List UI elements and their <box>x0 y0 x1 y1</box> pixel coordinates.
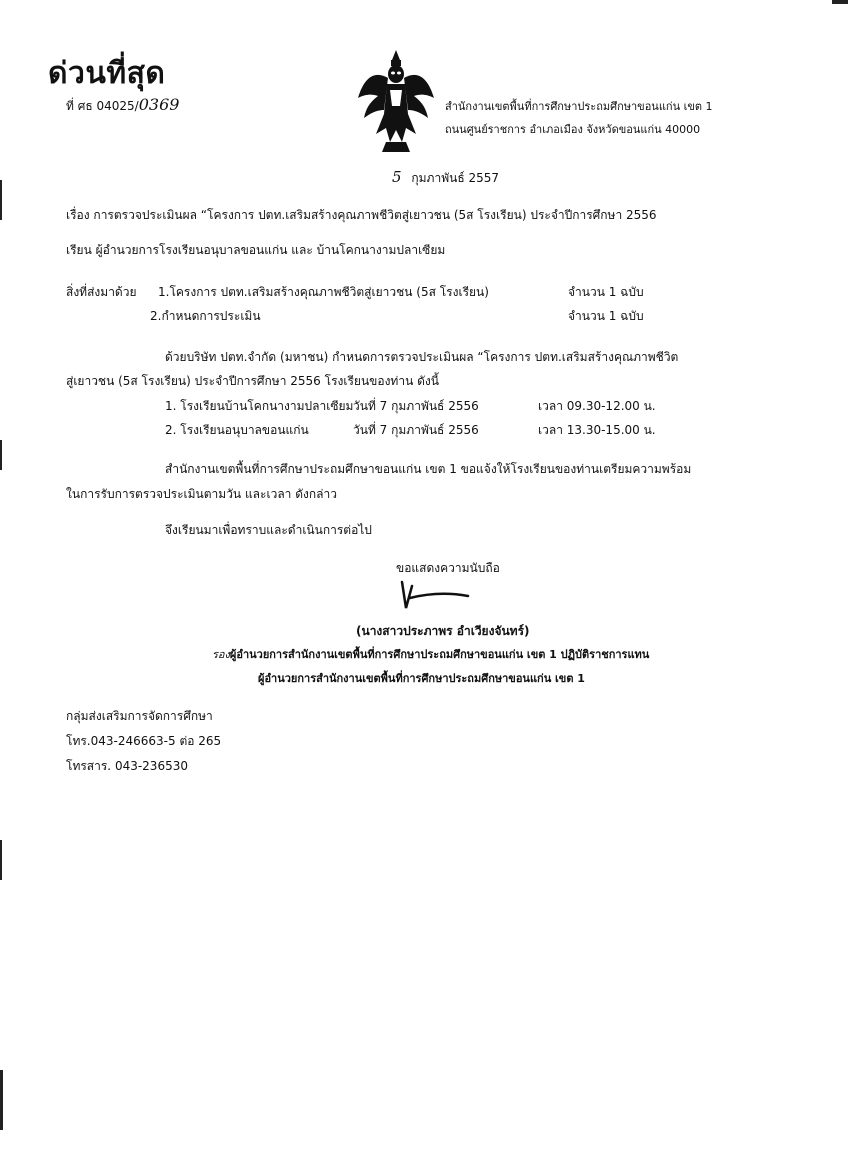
scan-mark <box>832 0 848 4</box>
scan-mark <box>0 840 2 880</box>
closing-regards: ขอแสดงความนับถือ <box>396 561 500 575</box>
reference-number <box>66 95 179 116</box>
schedule-school: 2. โรงเรียนอนุบาลขอนแก่น <box>165 423 309 437</box>
date-month-year: กุมภาพันธ์ 2557 <box>411 171 499 185</box>
reference-handwritten-number: 0369 <box>138 95 180 114</box>
position-handwritten-prefix: รอง <box>212 648 230 661</box>
schedule-time: เวลา 13.30-15.00 น. <box>538 423 656 437</box>
schedule-time: เวลา 09.30-12.00 น. <box>538 399 656 413</box>
signatory-position-1 <box>212 645 649 663</box>
office-address-line2: ถนนศูนย์ราชการ อำเภอเมือง จังหวัดขอนแก่น 40000 <box>445 123 701 136</box>
signatory-position-2: ผู้อำนวยการสำนักงานเขตพื้นที่การศึกษาประถมศึกษาขอนแก่น เขต 1 <box>258 672 585 685</box>
body-paragraph-1-line-2: สู่เยาวชน (5ส โรงเรียน) ประจำปีการศึกษา 2556 โรงเรียนของท่าน ดังนี้ <box>66 374 439 388</box>
schedule-school: 1. โรงเรียนบ้านโคกนางามปลาเซียม <box>165 399 354 413</box>
scan-mark <box>0 440 2 470</box>
enclosure-item: 2.กำหนดการประเมิน <box>150 309 261 323</box>
body-paragraph-1-line-1: ด้วยบริษัท ปตท.จำกัด (มหาชน) กำหนดการตรวจประเมินผล “โครงการ ปตท.เสริมสร้างคุณภาพชีวิต <box>165 350 679 364</box>
garuda-emblem-icon <box>356 48 436 152</box>
footer-unit: กลุ่มส่งเสริมการจัดการศึกษา <box>66 709 213 723</box>
schedule-date: วันที่ 7 กุมภาพันธ์ 2556 <box>353 399 479 413</box>
body-paragraph-2-line-1: สำนักงานเขตพื้นที่การศึกษาประถมศึกษาขอนแก่น เขต 1 ขอแจ้งให้โรงเรียนของท่านเตรียมความพร้อม <box>165 462 692 476</box>
scan-mark <box>0 1070 3 1130</box>
footer-phone: โทร.043-246663-5 ต่อ 265 <box>66 734 222 748</box>
schedule-date: วันที่ 7 กุมภาพันธ์ 2556 <box>353 423 479 437</box>
enclosures-label: สิ่งที่ส่งมาด้วย <box>66 285 137 299</box>
position-1-text: ผู้อำนวยการสำนักงานเขตพื้นที่การศึกษาประถมศึกษาขอนแก่น เขต 1 ปฏิบัติราชการแทน <box>229 648 650 661</box>
scan-mark <box>0 180 2 220</box>
office-address-line1: สำนักงานเขตพื้นที่การศึกษาประถมศึกษาขอนแก่น เขต 1 <box>445 100 713 113</box>
footer-fax: โทรสาร. 043-236530 <box>66 759 188 773</box>
enclosure-qty: จำนวน 1 ฉบับ <box>568 285 644 299</box>
body-paragraph-3: จึงเรียนมาเพื่อทราบและดำเนินการต่อไป <box>165 523 372 537</box>
reference-prefix: ที่ ศธ 04025/ <box>66 99 139 113</box>
signatory-name: (นางสาวประภาพร อำเวียงจันทร์) <box>356 624 530 638</box>
signature-icon <box>396 578 476 618</box>
letter-subject: เรื่อง การตรวจประเมินผล “โครงการ ปตท.เสริมสร้างคุณภาพชีวิตสู่เยาวชน (5ส โรงเรียน) ประจำปีการศึกษา 2556 <box>66 208 657 222</box>
urgency-stamp: ด่วนที่สุด <box>48 56 166 91</box>
enclosure-item: 1.โครงการ ปตท.เสริมสร้างคุณภาพชีวิตสู่เยาวชน (5ส โรงเรียน) <box>158 285 489 299</box>
letter-recipient: เรียน ผู้อำนวยการโรงเรียนอนุบาลขอนแก่น และ บ้านโคกนางามปลาเซียม <box>66 243 446 257</box>
letter-date <box>392 168 499 188</box>
enclosure-qty: จำนวน 1 ฉบับ <box>568 309 644 323</box>
body-paragraph-2-line-2: ในการรับการตรวจประเมินตามวัน และเวลา ดังกล่าว <box>66 487 337 501</box>
date-day: 5 <box>392 168 402 186</box>
